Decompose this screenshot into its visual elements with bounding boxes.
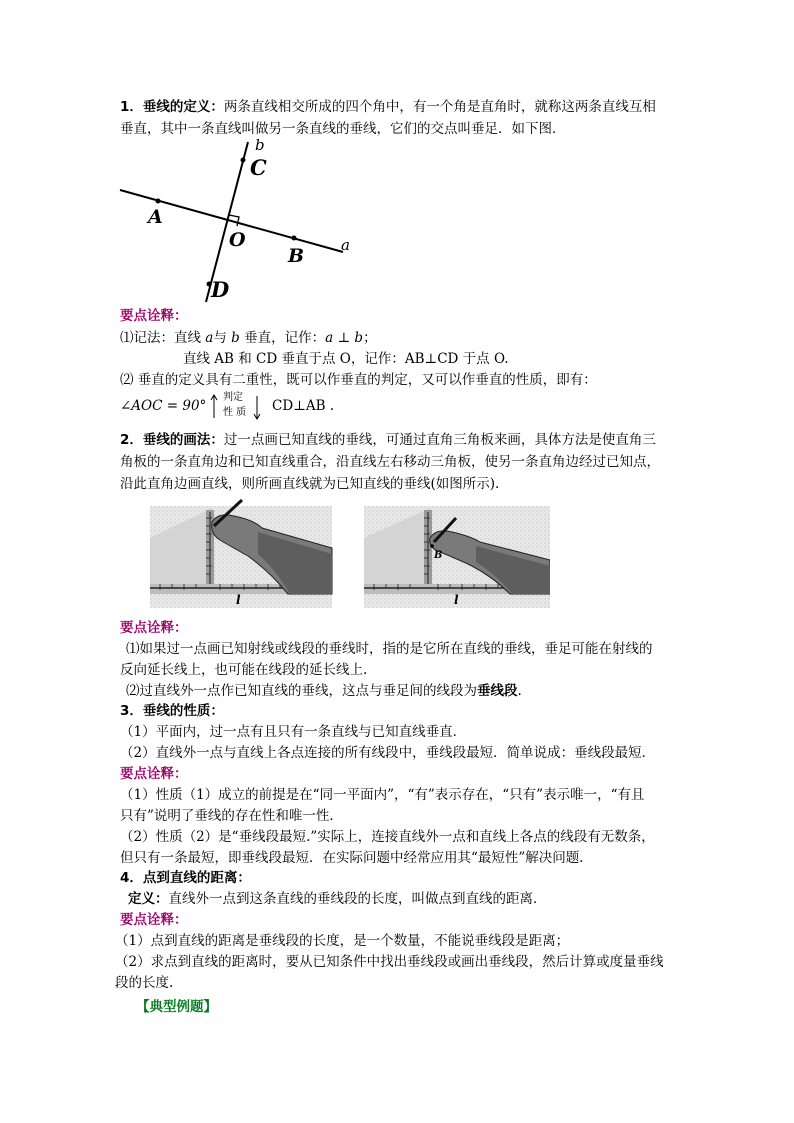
- point-a-dot: [156, 199, 161, 204]
- notes4-p2b: 段的长度.: [115, 975, 174, 991]
- arrow-label-property: 性 质: [223, 407, 247, 418]
- section3-p1: （1）平面内，过一点有且只有一条直线与已知直线垂直．: [120, 724, 467, 740]
- typical-examples-label: 【典型例题】: [136, 999, 217, 1015]
- notes3-p2a: （2）性质（2）是“垂线段最短.”实际上，连接直线外一点和直线上各点的线段有无数条，: [120, 829, 655, 845]
- perpendicular-lines-figure: [118, 138, 358, 308]
- equivalence-arrows: [210, 392, 270, 422]
- section1-line2: 垂直，其中一条直线叫做另一条直线的垂线，它们的交点叫垂足．如下图．: [120, 121, 566, 137]
- notes4-title: 要点诠释：: [120, 912, 188, 928]
- label-c: C: [250, 155, 267, 180]
- point-b-dot: [292, 236, 297, 241]
- section4-definition: 定义：直线外一点到这条直线的垂线段的长度，叫做点到直线的距离．: [128, 891, 547, 907]
- label-o: O: [229, 229, 246, 251]
- line-l-label-right: l: [454, 593, 459, 607]
- label-a-line: a: [341, 236, 350, 254]
- notes1-p1b: 直线 AB 和 CD 垂直于点 O，记作：AB⊥CD 于点 O.: [183, 351, 509, 367]
- notes1-title: 要点诠释：: [120, 308, 188, 324]
- line-l-label-left: l: [236, 593, 241, 607]
- label-b-point: B: [288, 245, 305, 267]
- notes1-p3-end: CD⊥AB .: [272, 398, 335, 414]
- notes1-p3: [120, 396, 206, 416]
- label-a-point: A: [148, 206, 163, 228]
- section2-line3: 沿此直角边画直线，则所画直线就为已知直线的垂线(如图所示).: [120, 476, 500, 492]
- section1-line1: 1．垂线的定义：两条直线相交所成的四个角中，有一个角是直角时，就称这两条直线互相: [120, 99, 656, 115]
- notes2-p1b: 反向延长线上，也可能在线段的延长线上.: [120, 662, 368, 678]
- label-b: b: [255, 138, 265, 154]
- notes1-p1: ⑴记法：直线 a与 b 垂直，记作：a ⊥ b；: [120, 330, 377, 346]
- section3-heading: 3．垂线的性质：: [120, 703, 224, 719]
- arrow-label-judge: 判定: [223, 392, 243, 403]
- notes1-p2: ⑵ 垂直的定义具有二重性，既可以作垂直的判定，又可以作垂直的性质，即有：: [120, 372, 597, 388]
- notes3-p2b: 但只有一条最短，即垂线段最短．在实际问题中经常应用其“最短性”解决问题．: [120, 850, 593, 866]
- point-b-label: B: [434, 550, 443, 561]
- notes2-p2: ⑵过直线外一点作已知直线的垂线，这点与垂足间的线段为垂线段.: [126, 683, 522, 699]
- left-photo: [150, 500, 332, 608]
- section2-heading: 2．垂线的画法：: [120, 432, 224, 448]
- section3-p2: （2）直线外一点与直线上各点连接的所有线段中，垂线段最短．简单说成：垂线段最短．: [120, 745, 656, 761]
- set-square-drawing-figure: [150, 498, 550, 610]
- notes2-p1a: ⑴如果过一点画已知射线或线段的垂线时，指的是它所在直线的垂线，垂足可能在射线的: [126, 641, 653, 657]
- notes2-title: 要点诠释：: [120, 620, 188, 636]
- notes3-title: 要点诠释：: [120, 766, 188, 782]
- notes4-p2a: （2）求点到直线的距离时，要从已知条件中找出垂线段或画出垂线段，然后计算或度量垂线: [115, 954, 664, 970]
- notes3-p1b: 只有”说明了垂线的存在性和唯一性．: [120, 808, 343, 824]
- right-photo: [364, 506, 550, 608]
- angle-expression: ∠AOC = 90°: [120, 398, 207, 414]
- section2-line2: 角板的一条直角边和已知直线重合，沿直线左右移动三角板，使另一条直角边经过已知点，: [120, 454, 660, 470]
- section2-line1: 2．垂线的画法：过一点画已知直线的垂线，可通过直角三角板来画，具体方法是使直角三: [120, 432, 656, 448]
- section1-heading: 1．垂线的定义：: [120, 99, 224, 115]
- label-d: D: [211, 277, 230, 302]
- section4-heading: 4．点到直线的距离：: [120, 870, 251, 886]
- notes3-p1a: （1）性质（1）成立的前提是在“同一平面内”，“有”表示存在，“只有”表示唯一，“有且: [120, 787, 645, 803]
- notes4-p1: （1）点到直线的距离是垂线段的长度，是一个数量，不能说垂线段是距离；: [115, 933, 570, 949]
- point-c-dot: [241, 158, 246, 163]
